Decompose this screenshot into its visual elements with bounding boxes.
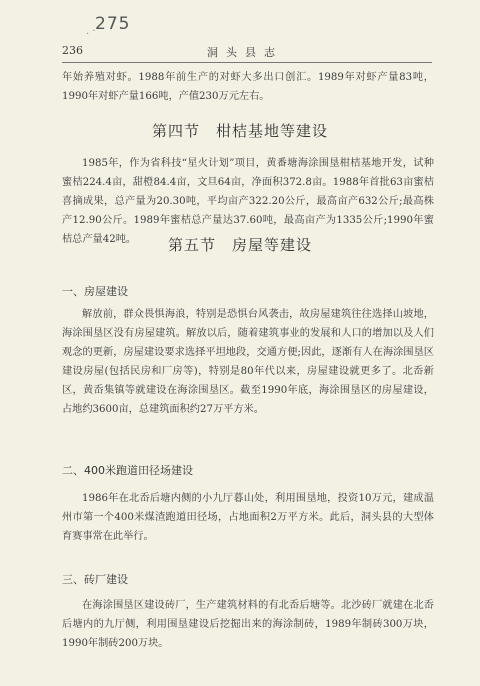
margin-marks: . · bbox=[86, 26, 96, 37]
subsection-2-title: 二、400米跑道田径场建设 bbox=[62, 464, 193, 477]
running-header bbox=[62, 42, 432, 63]
subsection-3-title: 三、砖厂建设 bbox=[62, 573, 128, 586]
subsection-2-paragraph: 1986年在北岙后塘内侧的小九厅暮山处，利用围垦地，投资10万元，建成温州市第一个400米煤渣跑道田径场，占地面积2万平方米。此后，洞头县的大型体育赛事常在此举行。 bbox=[62, 493, 434, 542]
subsection-1-paragraph: 解放前，群众畏惧海浪，特别是恐惧台风袭击，故房屋建筑往往选择山坡地，海涂围垦区没有房屋建筑。解放以后，随着建筑事业的发展和人口的增加以及人们观念的更新，房屋建设要求选择平坦地段，交通方便;因此，逐渐有人在海涂围垦区建设房屋(包括民房和厂房等)，特别是80年代以来，房屋建设就更多了。北岙新区，黄岙集镇等就建设在海涂围垦区。截至1990年底，海涂围垦区的房屋建设，占地约3600亩，总建筑面积约27万平方米。 bbox=[62, 309, 434, 415]
subsection-3-paragraph: 在海涂围垦区建设砖厂，生产建筑材料的有北岙后塘等。北沙砖厂就建在北岙后塘内的九厅侧，利用围垦建设后挖掘出来的海涂制砖，1989年制砖300万块，1990年制砖200万块。 bbox=[62, 600, 434, 649]
handwritten-page-number: 275 bbox=[95, 14, 131, 34]
page-number: 236 bbox=[62, 44, 83, 57]
section-5-title: 第五节 房屋等建设 bbox=[167, 236, 312, 254]
running-title: 洞头县志 bbox=[207, 46, 283, 59]
section-4-paragraph: 1985年，作为省科技“星火计划”项目，黄番塘海涂围垦柑桔基地开发，试种蜜桔224.4亩，甜橙84.4亩，文旦64亩，净面积372.8亩。1988年首批63亩蜜桔喜摘成果，总产量为20.30吨，平均亩产322.20公斤，最高亩产632公斤;最高株产12.90公斤。1989年蜜桔总产量达37.60吨，最高亩产为1335公斤;1990年蜜桔总产量42吨。 bbox=[62, 158, 434, 245]
intro-paragraph: 年始养殖对虾。1988年前生产的对虾大多出口创汇。1989年对虾产量83吨，1990年对虾产量166吨，产值230万元左右。 bbox=[62, 72, 434, 102]
subsection-1-title: 一、房屋建设 bbox=[62, 285, 128, 298]
section-4-title: 第四节 柑桔基地等建设 bbox=[151, 122, 328, 140]
